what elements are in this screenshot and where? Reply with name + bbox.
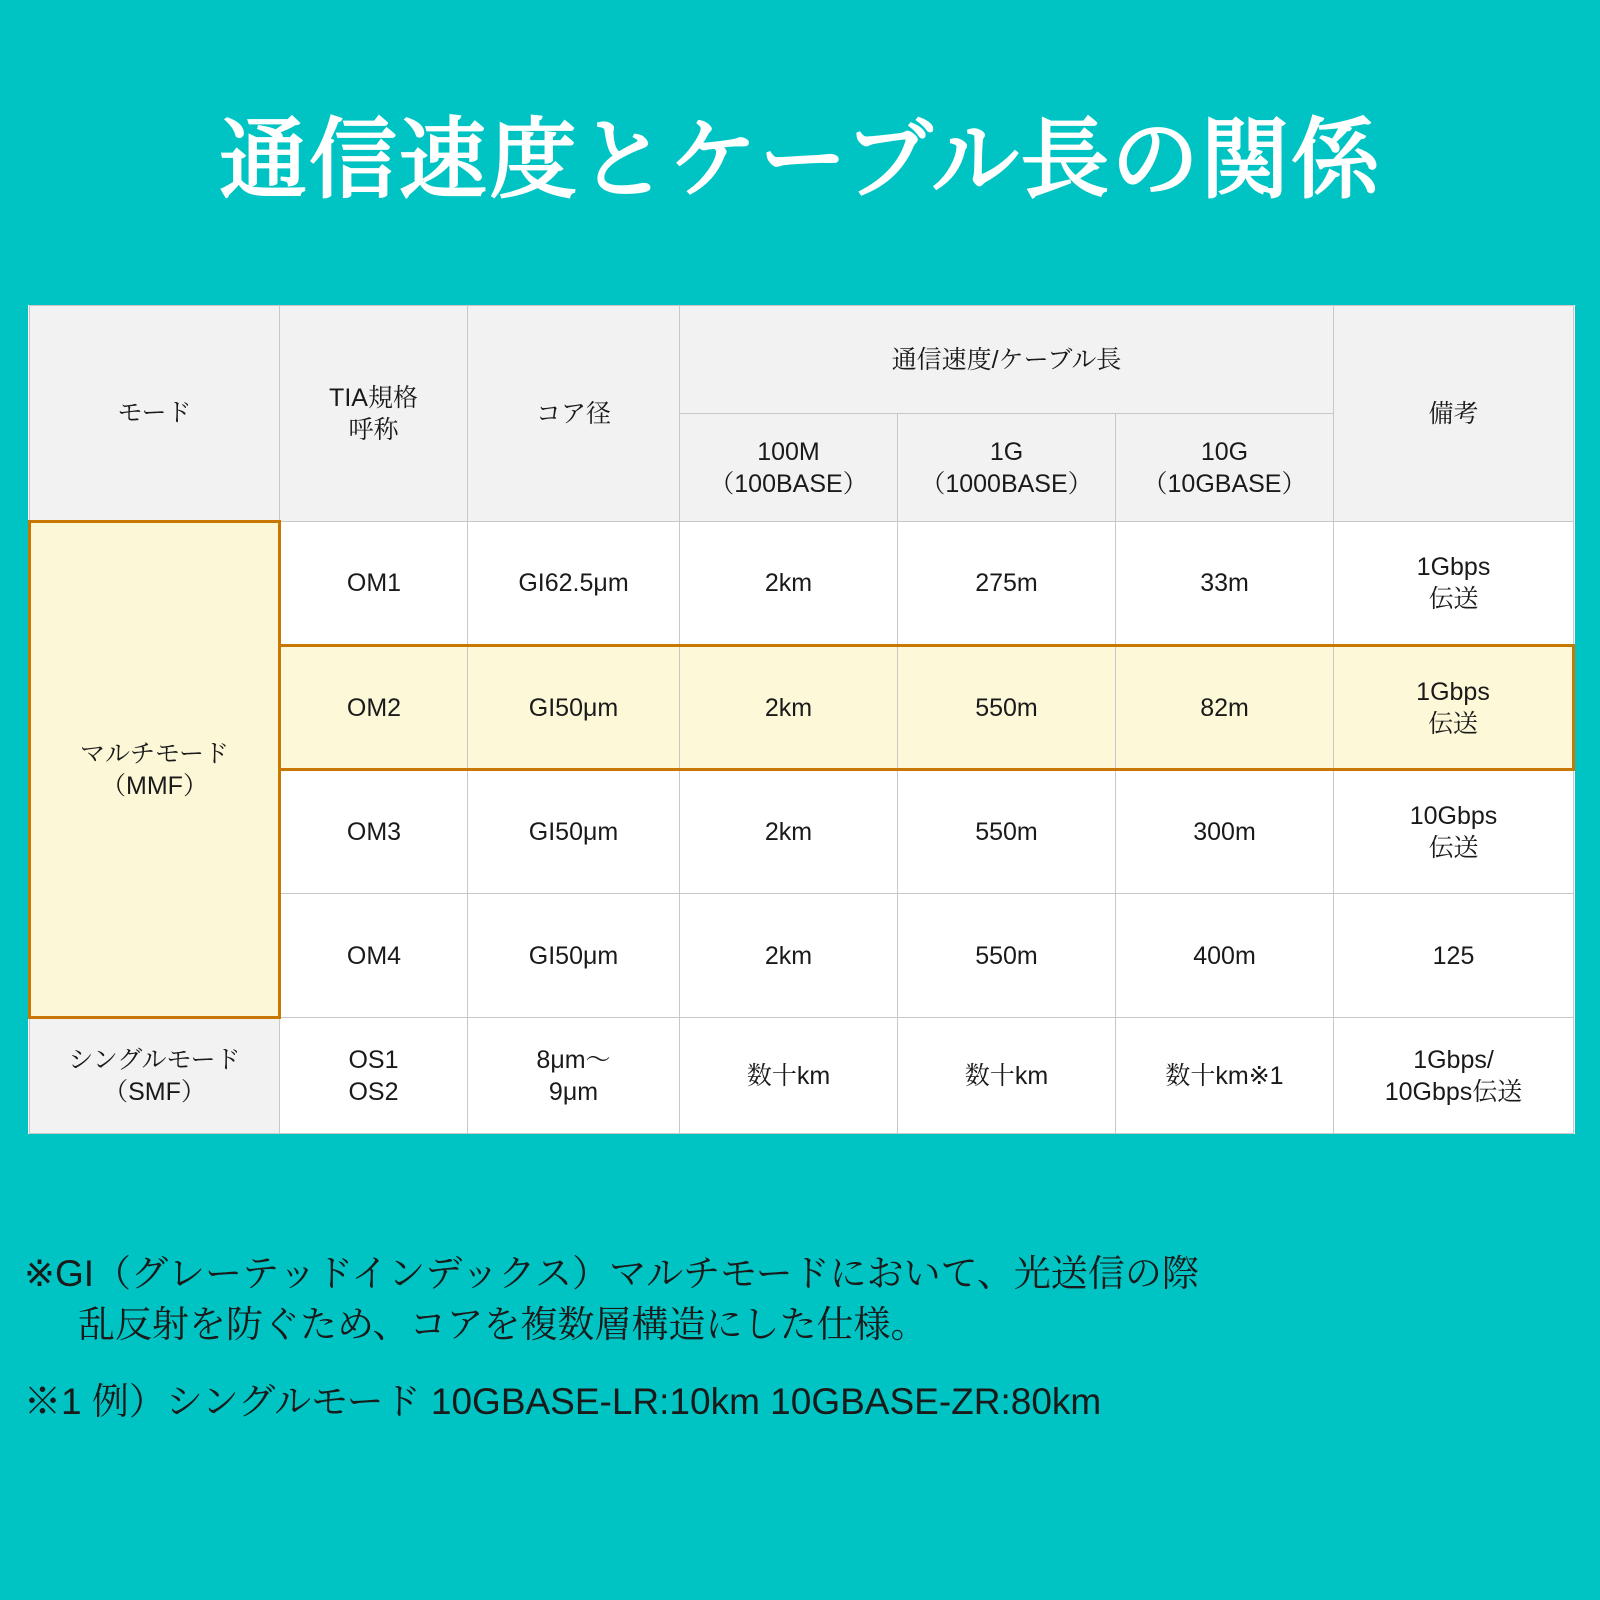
cell-core-smf-line1: 8μm〜 (536, 1045, 611, 1074)
header-speed-1g (898, 414, 1116, 522)
table-header-row-1 (30, 306, 1574, 414)
cell-remark-om1-line1: 1Gbps (1416, 553, 1491, 581)
cell-10g-om2: 82m (1116, 646, 1334, 770)
cell-remark-om2-line2: 伝送 (1428, 709, 1479, 738)
cell-remark-om2 (1334, 646, 1574, 770)
cell-core-om2: GI50μm (468, 646, 680, 770)
mode-cell-smf (30, 1018, 280, 1134)
spec-table-container (28, 305, 1572, 1134)
cell-10g-om1: 33m (1116, 522, 1334, 646)
footnotes (24, 1248, 1580, 1427)
cell-core-om4: GI50μm (468, 894, 680, 1018)
cell-10g-smf: 数十km※1 (1116, 1018, 1334, 1134)
mode-mmf-line1: マルチモード (79, 739, 229, 768)
header-speed-100m (680, 414, 898, 522)
header-speed-1g-line2: （1000BASE） (920, 469, 1093, 498)
cell-10g-om3: 300m (1116, 770, 1334, 894)
cell-remark-smf (1334, 1018, 1574, 1134)
table-row-smf (30, 1018, 1574, 1134)
cell-tia-smf (280, 1018, 468, 1134)
header-remarks: 備考 (1334, 306, 1574, 522)
header-speed-10g-line1: 10G (1200, 437, 1249, 466)
cell-core-smf (468, 1018, 680, 1134)
header-speed-group: 通信速度/ケーブル長 (680, 306, 1334, 414)
header-speed-1g-line1: 1G (989, 437, 1024, 466)
cell-tia-om3: OM3 (280, 770, 468, 894)
cell-remark-om2-line1: 1Gbps (1416, 677, 1490, 706)
cell-100m-om2: 2km (680, 646, 898, 770)
header-mode: モード (30, 306, 280, 522)
cell-100m-smf: 数十km (680, 1018, 898, 1134)
mode-mmf-line2: （MMF） (101, 771, 208, 800)
header-core: コア径 (468, 306, 680, 522)
cell-remark-om1-line2: 伝送 (1428, 585, 1479, 613)
cell-1g-om4: 550m (898, 894, 1116, 1018)
cell-remark-om3-line2: 伝送 (1428, 834, 1479, 862)
cell-100m-om4: 2km (680, 894, 898, 1018)
header-speed-100m-line1: 100M (757, 437, 820, 466)
cell-100m-om1: 2km (680, 522, 898, 646)
cell-remark-om3-line1: 10Gbps (1409, 802, 1498, 830)
cell-1g-om3: 550m (898, 770, 1116, 894)
cell-1g-smf: 数十km (898, 1018, 1116, 1134)
cell-remark-om4: 125 (1334, 894, 1574, 1018)
cell-tia-om4: OM4 (280, 894, 468, 1018)
cell-core-om1: GI62.5μm (468, 522, 680, 646)
footnote-gi-lead: ※GI（グレーテッドインデックス）マルチモードにおいて、光送信の際 (24, 1253, 1199, 1294)
page-title: 通信速度とケーブル長の関係 (218, 110, 1382, 209)
cell-remark-om1 (1334, 522, 1574, 646)
footnote-gi (24, 1248, 1580, 1350)
cell-remark-om3 (1334, 770, 1574, 894)
footnote-example: ※1 例）シングルモード 10GBASE-LR:10km 10GBASE-ZR:80km (24, 1381, 1102, 1423)
cell-1g-om1: 275m (898, 522, 1116, 646)
header-tia-line2: 呼称 (348, 415, 399, 444)
table-row (30, 522, 1574, 646)
cell-core-smf-line2: 9μm (548, 1077, 599, 1106)
cell-tia-smf-line2: OS2 (348, 1077, 399, 1106)
mode-smf-line1: シングルモード (68, 1046, 241, 1074)
cell-tia-smf-line1: OS1 (348, 1045, 399, 1074)
cell-tia-om1: OM1 (280, 522, 468, 646)
cell-100m-om3: 2km (680, 770, 898, 894)
header-tia (280, 306, 468, 522)
cell-1g-om2: 550m (898, 646, 1116, 770)
mode-smf-line2: （SMF） (103, 1078, 206, 1106)
cell-remark-smf-line1: 1Gbps/ (1413, 1045, 1494, 1074)
header-tia-line1: TIA規格 (329, 383, 418, 412)
footnote-gi-cont: 乱反射を防ぐため、コアを複数層構造にした仕様。 (78, 1304, 928, 1346)
header-speed-10g (1116, 414, 1334, 522)
spec-table (28, 305, 1575, 1134)
header-speed-100m-line2: （100BASE） (709, 469, 868, 498)
cell-core-om3: GI50μm (468, 770, 680, 894)
mode-cell-mmf (30, 522, 280, 1018)
cell-remark-smf-line2: 10Gbps伝送 (1384, 1077, 1523, 1106)
cell-10g-om4: 400m (1116, 894, 1334, 1018)
header-speed-10g-line2: （10GBASE） (1142, 469, 1307, 498)
cell-tia-om2: OM2 (280, 646, 468, 770)
